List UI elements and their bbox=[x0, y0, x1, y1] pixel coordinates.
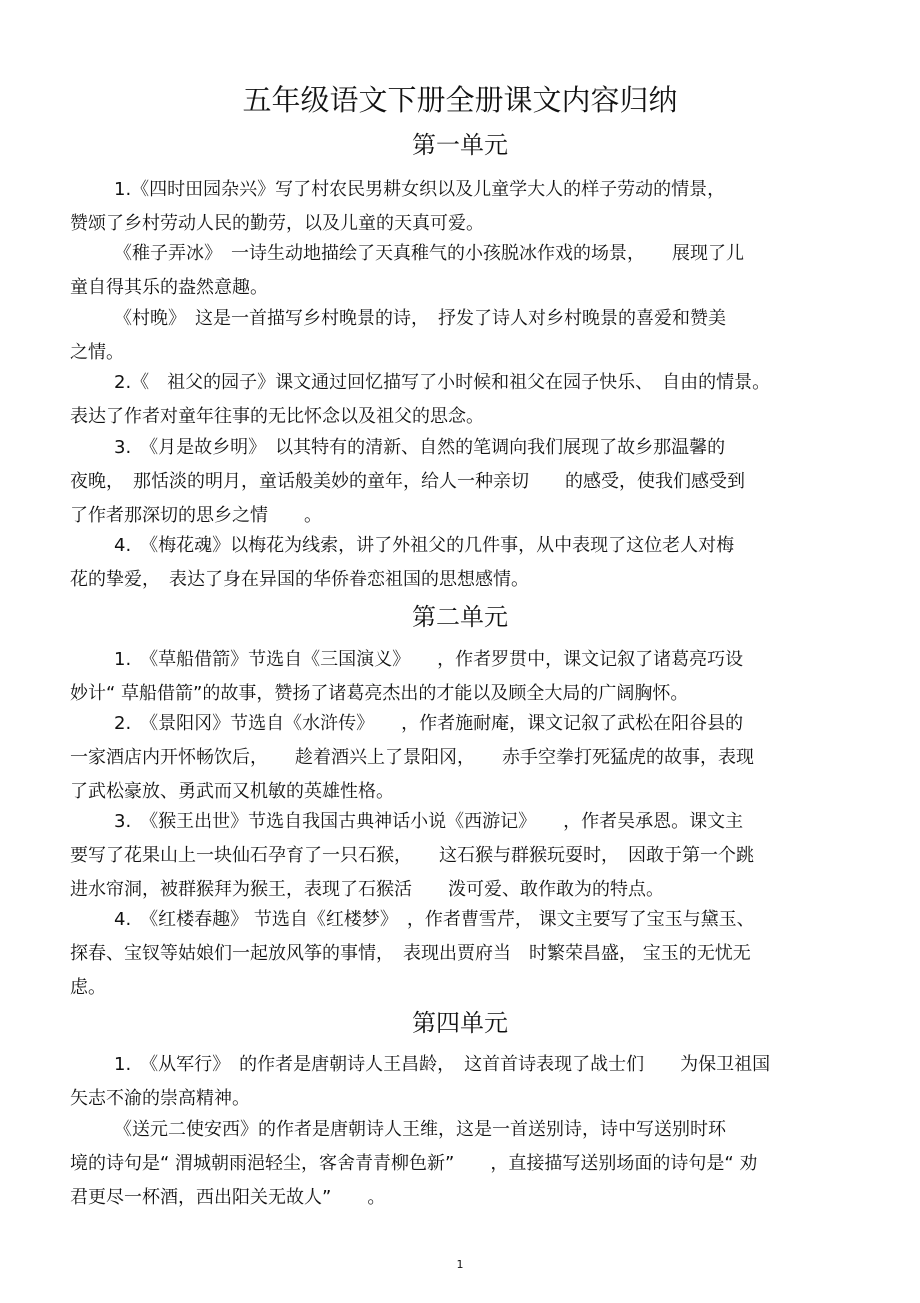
paragraph bbox=[70, 805, 855, 907]
paragraph bbox=[70, 707, 855, 809]
text-line: 表达了作者对童年往事的无比怀念以及祖父的思念。 bbox=[70, 406, 484, 427]
text-line: 《村晚》 这是一首描写乡村晚景的诗， 抒发了诗人对乡村晚景的喜爱和赞美 bbox=[114, 308, 726, 329]
text-line: 4. 《梅花魂》以梅花为线索，讲了外祖父的几件事，从中表现了这位老人对梅 bbox=[114, 535, 735, 556]
text-line: 一家酒店内开怀畅饮后， 趁着酒兴上了景阳冈， 赤手空拳打死猛虎的故事，表现 bbox=[70, 747, 754, 768]
paragraph bbox=[70, 173, 855, 241]
text-line: 3. 《猴王出世》节选自我国古典神话小说《西游记》 ，作者吴承恩。课文主 bbox=[114, 811, 744, 832]
paragraph bbox=[70, 237, 855, 305]
text-line: 了武松豪放、勇武而又机敏的英雄性格。 bbox=[70, 781, 394, 802]
text-line: 《稚子弄冰》 一诗生动地描绘了天真稚气的小孩脱冰作戏的场景， 展现了儿 bbox=[114, 243, 744, 264]
text-line: 1. 《从军行》 的作者是唐朝诗人王昌龄， 这首首诗表现了战士们 为保卫祖国 bbox=[114, 1054, 771, 1075]
paragraph bbox=[70, 903, 855, 1005]
page-number: 1 bbox=[456, 1258, 464, 1271]
text-line: 探春、宝钗等姑娘们一起放风筝的事情， 表现出贾府当 时繁荣昌盛， 宝玉的无忧无 bbox=[70, 943, 751, 964]
text-line: 赞颂了乡村劳动人民的勤劳，以及儿童的天真可爱。 bbox=[70, 213, 484, 234]
paragraph bbox=[70, 366, 855, 434]
text-line: 花的挚爱， 表达了身在异国的华侨眷恋祖国的思想感情。 bbox=[70, 569, 529, 590]
text-line: 妙计“ 草船借箭”的故事，赞扬了诸葛亮杰出的才能以及顾全大局的广阔胸怀。 bbox=[70, 683, 689, 704]
text-line: 1. 《草船借箭》节选自《三国演义》 ，作者罗贯中，课文记叙了诸葛亮巧设 bbox=[114, 649, 744, 670]
unit-heading: 第一单元 bbox=[412, 131, 508, 159]
document-title: 五年级语文下册全册课文内容归纳 bbox=[242, 83, 678, 117]
text-line: 进水帘洞，被群猴拜为猴王，表现了石猴活 泼可爱、敢作敢为的特点。 bbox=[70, 879, 664, 900]
unit-heading: 第二单元 bbox=[412, 603, 508, 631]
paragraph bbox=[70, 529, 855, 597]
text-line: 虑。 bbox=[70, 977, 106, 998]
paragraph bbox=[70, 431, 855, 533]
text-line: 矢志不渝的崇高精神。 bbox=[70, 1088, 250, 1109]
text-line: 《送元二使安西》的作者是唐朝诗人王维，这是一首送别诗，诗中写送别时环 bbox=[114, 1119, 726, 1140]
text-line: 2. 《景阳冈》节选自《水浒传》 ，作者施耐庵，课文记叙了武松在阳谷县的 bbox=[114, 713, 744, 734]
text-line: 之情。 bbox=[70, 342, 124, 363]
text-line: 要写了花果山上一块仙石孕育了一只石猴， 这石猴与群猴玩耍时， 因敢于第一个跳 bbox=[70, 845, 754, 866]
text-line: 1.《四时田园杂兴》写了村农民男耕女织以及儿童学大人的样子劳动的情景， bbox=[114, 179, 726, 200]
text-line: 夜晚， 那恬淡的明月，童话般美妙的童年，给人一种亲切 的感受，使我们感受到 bbox=[70, 471, 745, 492]
paragraph bbox=[70, 302, 855, 370]
paragraph bbox=[70, 1113, 855, 1215]
text-line: 4. 《红楼春趣》 节选自《红楼梦》 ，作者曹雪芹， 课文主要写了宝玉与黛玉、 bbox=[114, 909, 755, 930]
text-line: 境的诗句是“ 渭城朝雨浥轻尘，客舍青青柳色新” ，直接描写送别场面的诗句是“ 劝 bbox=[70, 1153, 758, 1174]
paragraph bbox=[70, 1048, 855, 1116]
paragraph bbox=[70, 643, 855, 711]
text-line: 3. 《月是故乡明》 以其特有的清新、自然的笔调向我们展现了故乡那温馨的 bbox=[114, 437, 726, 458]
text-line: 童自得其乐的盎然意趣。 bbox=[70, 277, 268, 298]
text-line: 2.《 祖父的园子》课文通过回忆描写了小时候和祖父在园子快乐、 自由的情景。 bbox=[114, 372, 771, 393]
text-line: 君更尽一杯酒，西出阳关无故人” 。 bbox=[70, 1187, 386, 1208]
unit-heading: 第四单元 bbox=[412, 1009, 508, 1037]
text-line: 了作者那深切的思乡之情 。 bbox=[70, 505, 322, 526]
